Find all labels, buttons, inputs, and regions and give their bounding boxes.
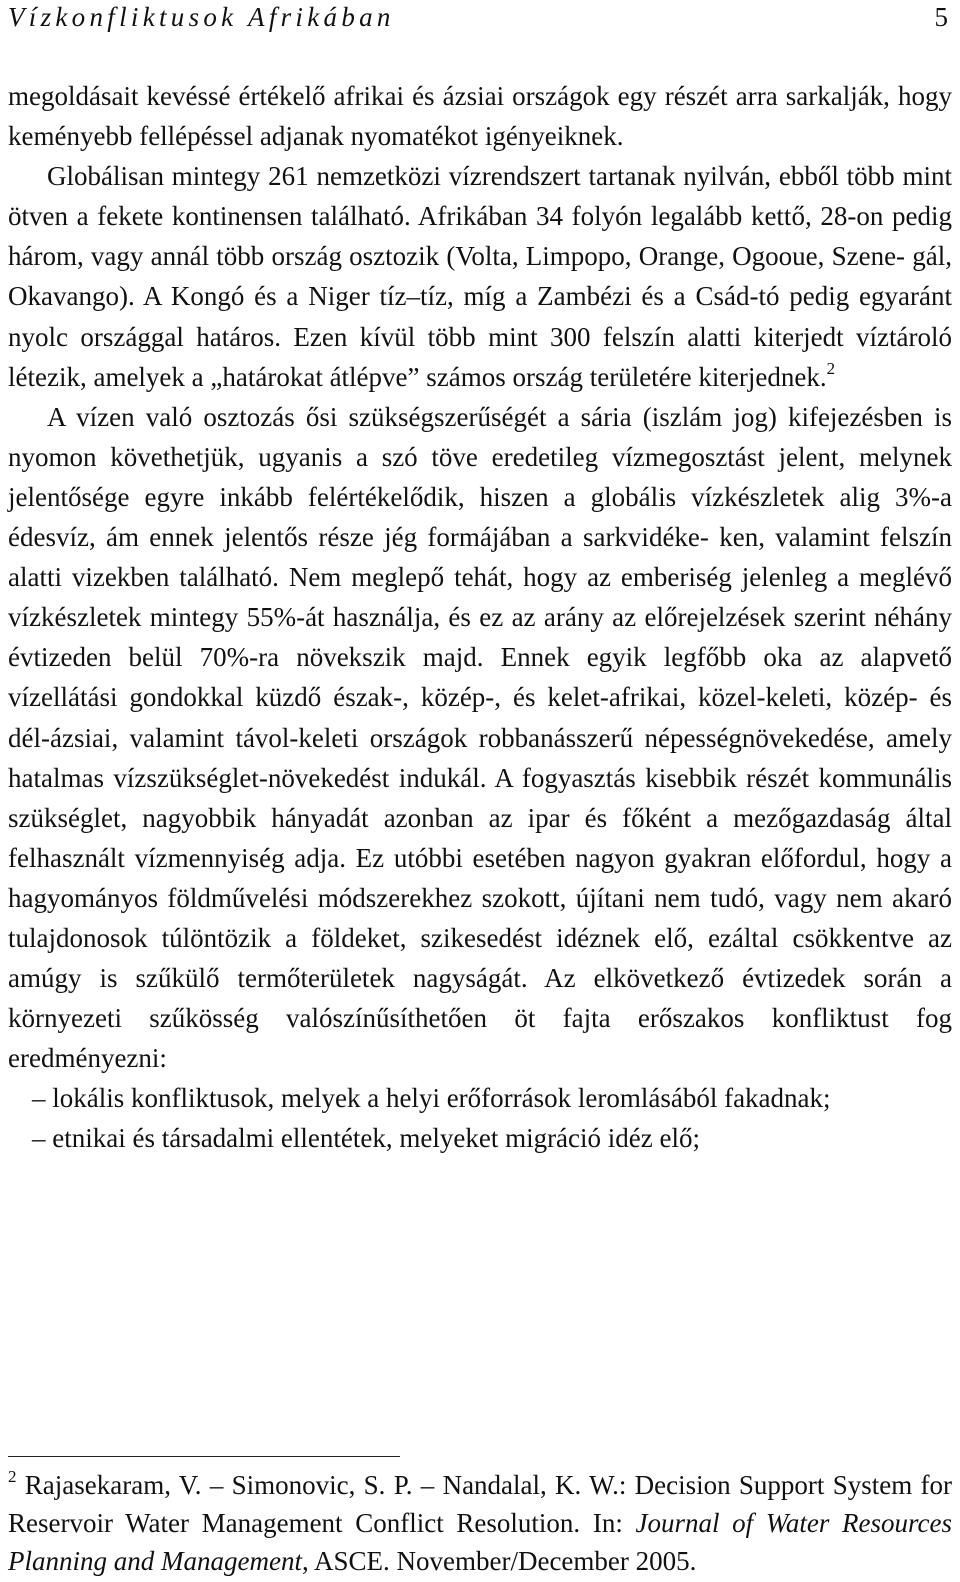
page-number: 5 <box>934 2 948 32</box>
footnote-mark: 2 <box>8 1467 17 1486</box>
footnote-journal-title: Journal of Water Resources Planning and Management <box>8 1508 952 1576</box>
paragraph-river-systems <box>8 156 952 397</box>
running-title: Vízkonfliktusok Afrikában <box>8 2 395 32</box>
footnote-reference[interactable]: 2 <box>826 358 836 378</box>
paragraph-continued: megoldásait kevéssé értékelő afrikai és ázsiai országok egy részét arra sarkalják, hogy keményebb fellépéssel adjanak nyomatékot igényeiknek. <box>8 81 952 152</box>
paragraph-text: Globálisan mintegy 261 nemzetközi vízrendszert tartanak nyilván, ebből több mint ötven a fekete kontinensen található. Afrikában 34 folyón legalább kettő, 28-on pedig három, vagy annál több ország osztozik (Volta, Limpopo, Orange, Ogooue, Szene- gál, Okavango). A Kongó és a Niger tíz–tíz, míg a Zambézi és a Csád-tó pedig egyaránt nyolc országgal határos. Ezen kívül több mint 300 felszín alatti kiterjedt víztároló létezik, amelyek a „határokat átlépve” számos ország területére kiterjednek. <box>8 161 952 392</box>
footnote-text-before: Rajasekaram, V. – Simonovic, S. P. – Nandalal, K. W.: Decision Support System for Reservoir Water Management Conflict Resolution. In: <box>8 1470 952 1538</box>
body-text <box>8 76 952 1159</box>
running-header <box>8 0 952 34</box>
list-item-local-conflicts: – lokális konfliktusok, melyek a helyi erőforrások leromlásából fakadnak; <box>32 1083 831 1114</box>
footnote-divider <box>8 1456 400 1457</box>
footnote-text-after: , ASCE. November/December 2005. <box>301 1546 697 1576</box>
footnote <box>8 1466 952 1580</box>
list-item-ethnic-conflicts: – etnikai és társadalmi ellentétek, melyeket migráció idéz elő; <box>32 1123 700 1154</box>
paragraph-water-sharing: A vízen való osztozás ősi szükségszerűségét a sária (iszlám jog) kifejezésben is nyomon követhetjük, ugyanis a szó töve eredetileg vízmegosztást jelent, melynek jelentősége egyre inkább felértékelődik, hiszen a globális vízkészletek alig 3%-a édesvíz, ám ennek jelentős része jég formájában a sarkvidéke- ken, valamint felszín alatti vizekben található. Nem meglepő tehát, hogy az emberiség jelenleg a meglévő vízkészletek mintegy 55%-át használja, és ez az arány az előrejelzések szerint néhány évtizeden belül 70%-ra növekszik majd. Ennek egyik legfőbb oka az alapvető vízellátási gondokkal küzdő észak-, közép-, és kelet-afrikai, közel-keleti, közép- és dél-ázsiai, valamint távol-keleti országok robbanásszerű népességnövekedése, amely hatalmas vízszükséglet-növekedést indukál. A fogyasztás kisebbik részét kommunális szükséglet, nagyobbik hányadát azonban az ipar és főként a mezőgazdaság által felhasznált vízmennyiség adja. Ez utóbbi esetében nagyon gyakran előfordul, hogy a hagyományos földművelési módszerekhez szokott, újítani nem tudó, vagy nem akaró tulajdonosok túlöntözik a földeket, szikesedést idéznek elő, ezáltal csökkentve az amúgy is szűkülő termőterületek nagyságát. Az elkövetkező évtizedek során a környezeti szűkösség valószínűsíthetően öt fajta erőszakos konfliktust fog eredményezni: <box>8 401 952 1074</box>
